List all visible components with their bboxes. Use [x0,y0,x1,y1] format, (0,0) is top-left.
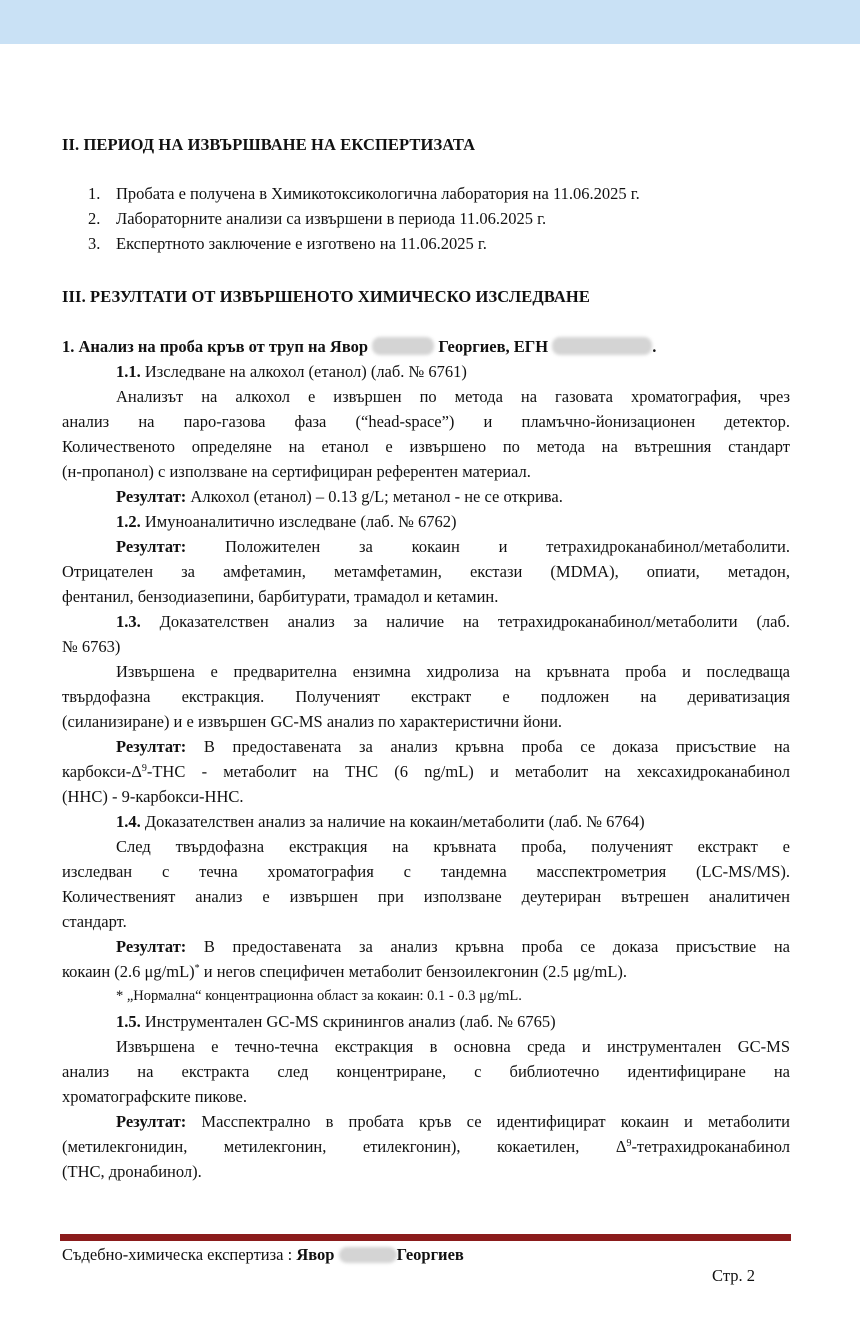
list-item [88,231,640,256]
paragraph-line: Извършена е течно-течна екстракция в основна среда и инструментален GC-MS [116,1037,790,1056]
list-number: 2. [88,209,101,228]
list-text: Пробата е получена в Химикотоксикологична лаборатория на 11.06.2025 г. [116,184,640,203]
paragraph-line: анализ на екстракта след концентриране, с библиотечно идентифициране на [62,1062,790,1081]
top-banner [0,0,860,44]
paragraph-line: Количественият анализ е извършен при използване деутериран вътрешен аналитичен [62,887,790,906]
paragraph-line: Отрицателен за амфетамин, метамфетамин, екстази (MDMA), опиати, метадон, [62,562,790,581]
paragraph-line: Анализът на алкохол е извършен по метода на газовата хроматография, чрез [116,387,790,406]
result-text: В предоставената за анализ кръвна проба се доказа присъствие на [203,937,790,956]
paragraph-line: фентанил, бензодиазепини, барбитурати, трамадол и кетамин. [62,587,499,606]
subsection-title: Инструментален GC-MS скринингов анализ (лаб. № 6765) [144,1012,556,1031]
redaction [552,337,652,355]
page-number: Стр. 2 [712,1266,755,1285]
subsection-number: 1.4. [116,812,141,831]
list-text: Експертното заключение е изготвено на 11.06.2025 г. [116,234,487,253]
subsection-title: Изследване на алкохол (етанол) (лаб. № 6761) [144,362,467,381]
heading-text: Георгиев, ЕГН [438,337,549,356]
subsection-number: 1.3. [116,612,141,631]
result-text: Масспектрално в пробата кръв се идентифицират кокаин и метаболити [201,1112,791,1131]
paragraph-line [62,959,790,984]
result-line [62,734,790,759]
subsection-number: 1.2. [116,512,141,531]
list-number: 1. [88,184,101,203]
subsection-1-1-title [62,359,790,384]
redaction [372,337,434,355]
subsection-1-5-title [62,1009,790,1034]
result-label: Резултат: [116,937,187,956]
paragraph-line: Извършена е предварителна ензимна хидролиза на кръвната проба и последваща [116,662,790,681]
result-text: Алкохол (етанол) – 0.13 g/L; метанол - не се открива. [190,487,563,506]
list-text: Лабораторните анализи са извършени в периода 11.06.2025 г. [116,209,547,228]
paragraph-line: изследван с течна хроматография с тандемна масспектрометрия (LC-MS/MS). [62,862,790,881]
analysis-heading [62,334,790,359]
period-list [88,181,640,256]
paragraph-line [62,1134,790,1159]
footer-rule [60,1234,791,1241]
heading-end: . [652,337,657,356]
superscript: * [194,963,200,974]
footer-name: Георгиев [396,1245,464,1264]
subsection-title-cont: № 6763) [62,637,121,656]
paragraph-line: (н-пропанол) с използване на сертифициран референтен материал. [62,462,531,481]
result-label: Резултат: [116,737,187,756]
subsection-title: Доказателствен анализ за наличие на кокаин/метаболити (лаб. № 6764) [144,812,645,831]
redaction [339,1247,397,1263]
analysis-block [62,334,790,1184]
result-text: В предоставената за анализ кръвна проба се доказа присъствие на [203,737,790,756]
result-line [62,934,790,959]
list-item [88,206,640,231]
paragraph-line: (HHC) - 9-карбокси-HHC. [62,787,244,806]
paragraph-line [62,759,790,784]
result-label: Резултат: [116,1112,187,1131]
result-line [62,1109,790,1134]
subsection-number: 1.5. [116,1012,141,1031]
result-label: Резултат: [116,537,187,556]
text-part: карбокси-Δ [62,762,142,781]
paragraph-line: анализ на паро-газова фаза (“head-space”) и пламъчно-йонизационен детектор. [62,412,790,431]
result-line [62,534,790,559]
text-part: -THC - метаболит на THC (6 ng/mL) и метаболит на хексахидроканабинол [146,762,790,781]
subsection-1-4-title [62,809,790,834]
section-3-title: III. РЕЗУЛТАТИ ОТ ИЗВЪРШЕНОТО ХИМИЧЕСКО ИЗСЛЕДВАНЕ [62,287,590,306]
list-item [88,181,640,206]
text-part: -тетрахидроканабинол [631,1137,790,1156]
result-label: Резултат: [116,487,187,506]
footer-text [62,1244,464,1266]
superscript: 9 [626,1138,632,1149]
heading-text: 1. Анализ на проба кръв от труп на Явор [62,337,369,356]
paragraph-line: (THC, дронабинол). [62,1162,202,1181]
paragraph-line: (силанизиране) и е извършен GC-MS анализ по характеристични йони. [62,712,563,731]
text-part: кокаин (2.6 μg/mL) [62,962,195,981]
subsection-number: 1.1. [116,362,141,381]
subsection-1-2-title [62,509,790,534]
result-text: Положителен за кокаин и тетрахидроканабинол/метаболити. [225,537,791,556]
list-number: 3. [88,234,101,253]
footnote: * „Нормална“ концентрационна област за кокаин: 0.1 - 0.3 μg/mL. [116,988,522,1004]
subsection-1-3-title [62,609,790,634]
superscript: 9 [141,763,147,774]
text-part: и негов специфичен метаболит бензоилекгонин (2.5 μg/mL). [199,962,628,981]
paragraph-line: хроматографските пикове. [62,1087,247,1106]
section-2-title: II. ПЕРИОД НА ИЗВЪРШВАНЕ НА ЕКСПЕРТИЗАТА [62,135,476,154]
text-part: (метилекгонидин, метилекгонин, етилекгонин), кокаетилен, Δ [62,1137,627,1156]
paragraph-line: След твърдофазна екстракция на кръвната проба, полученият екстракт е [116,837,790,856]
result-line [62,484,790,509]
footer-label: Съдебно-химическа експертиза : [62,1245,297,1264]
footer-name: Явор [296,1245,335,1264]
subsection-title: Доказателствен анализ за наличие на тетрахидроканабинол/метаболити (лаб. [159,612,791,631]
paragraph-line: твърдофазна екстракция. Полученият екстракт е подложен на дериватизация [62,687,790,706]
paragraph-line: стандарт. [62,912,127,931]
subsection-title: Имуноаналитично изследване (лаб. № 6762) [144,512,457,531]
paragraph-line: Количественото определяне на етанол е извършено по метода на вътрешния стандарт [62,437,790,456]
